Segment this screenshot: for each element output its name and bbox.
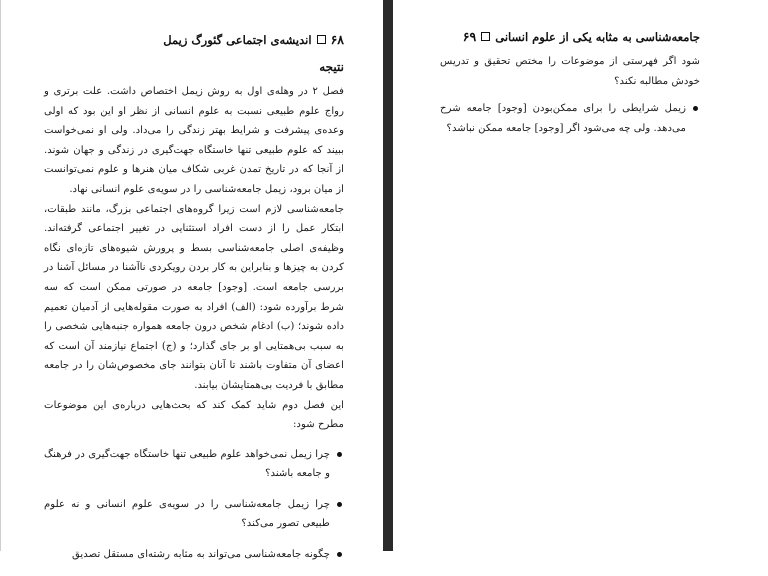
bullet-list: [44, 445, 344, 565]
body-text: [44, 82, 344, 576]
section-title: نتیجه: [319, 60, 344, 74]
right-page: [393, 0, 768, 551]
bullet-item: چرا زیمل نمی‌خواهد علوم طبیعی تنها خاستگاه جهت‌گیری در فرهنگ و جامعه باشند؟: [44, 445, 344, 484]
running-header: [463, 29, 700, 44]
paragraph: شود اگر فهرستی از موضوعات را مختص تحقیق و تدریس خودش مطالبه نکند؟: [440, 56, 700, 87]
running-title: اندیشه‌ی اجتماعی گئورگ زیمل: [163, 32, 312, 47]
left-page: [0, 0, 384, 561]
running-header: [163, 32, 344, 47]
square-ornament-icon: [481, 32, 490, 41]
page-number: ۶۹: [462, 29, 477, 44]
bullet-item: چرا زیمل جامعه‌شناسی را در سویه‌ی علوم انسانی و نه علوم طبیعی تصور می‌کند؟: [44, 495, 344, 534]
bullet-item: زیمل شرایطی را برای ممکن‌بودن [وجود] جامعه شرح می‌دهد. ولی چه می‌شود اگر [وجود] جامعه ممکن نباشد؟: [440, 99, 700, 138]
page-number: ۶۸: [330, 32, 344, 47]
bullet-list: [440, 99, 700, 138]
bullet-item: چگونه جامعه‌شناسی می‌تواند به مثابه رشته‌ای مستقل تصدیق: [44, 545, 344, 565]
body-text: [440, 52, 700, 149]
book-gutter: [383, 0, 393, 551]
square-ornament-icon: [317, 35, 326, 44]
paragraph: جامعه‌شناسی لازم است زیرا گروه‌های اجتماعی بزرگ، مانند طبقات، ابتکار عمل را از دست افراد استثنایی در تغییر اجتماعی گرفته‌اند. وظیفه‌ی اصلی جامعه‌شناسی بسط و پرورش شیوه‌های تازه‌ای نگاه کردن به چیزها و بنابراین به کار بردن رویکردی ناآشنا در مسائل آشنا در بررسی جامعه است. [وجود] جامعه در صورتی ممکن است که سه شرط برآورده شود: (الف) افراد به صورت مقوله‌هایی از آدمیان تعمیم داده شوند؛ (ب) ادغام شخص درون جامعه همواره جنبه‌هایی شخصی را به سبب بی‌همتایی او بر جای گذارد؛ و (ج) اجتماع نیازمند آن است که اعضای آن متفاوت باشند تا آنان بتوانند جای مخصوص‌شان را در جامعه مطابق با فردیت بی‌همتایشان بیابند.: [44, 203, 344, 391]
paragraph: فصل ۲ در وهله‌ی اول به روش زیمل اختصاص داشت. علت برتری و رواج علوم طبیعی نسبت به علوم انسانی از نظر او این بود که اولی وعده‌ی پیشرفت و شرایط بهتر زندگی را می‌داد. ولی او نمی‌خواست ببیند که علوم طبیعی تنها خاستگاه جهت‌گیری در زندگی و جهان شوند. از آنجا که در تاریخ تمدن غربی شکاف میان هنرها و علوم نمی‌توانست از میان برود، زیمل جامعه‌شناسی را در سویه‌ی علوم انسانی نهاد.: [44, 86, 344, 195]
paragraph: این فصل دوم شاید کمک کند که بحث‌هایی درباره‌ی این موضوعات مطرح شود:: [44, 399, 344, 431]
running-title: جامعه‌شناسی به مثابه یکی از علوم انسانی: [495, 29, 700, 44]
